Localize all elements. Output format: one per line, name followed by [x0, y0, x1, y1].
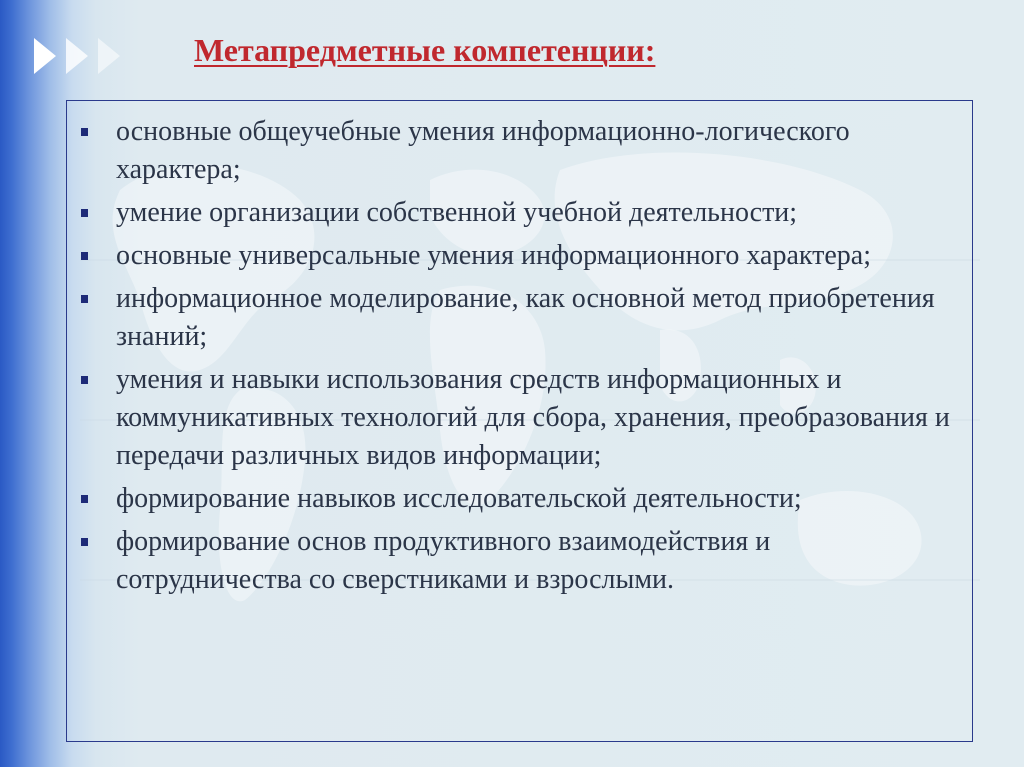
square-bullet-icon: [81, 209, 88, 217]
list-item: [77, 113, 957, 189]
square-bullet-icon: [81, 295, 88, 303]
square-bullet-icon: [81, 252, 88, 260]
list-item: [77, 523, 957, 599]
triple-chevron-icon: [30, 36, 130, 76]
list-item-text: формирование навыков исследовательской деятельности;: [116, 483, 802, 514]
list-item-text: информационное моделирование, как основной метод приобретения знаний;: [116, 283, 935, 352]
list-item: [77, 194, 957, 232]
list-item: [77, 361, 957, 475]
bullet-list: [77, 113, 957, 604]
square-bullet-icon: [81, 128, 88, 136]
square-bullet-icon: [81, 538, 88, 546]
list-item-text: умение организации собственной учебной деятельности;: [116, 197, 798, 228]
list-item-text: умения и навыки использования средств информационных и коммуникативных технологий для сбора, хранения, преобразования и передачи различных видов информации;: [116, 364, 950, 471]
content-frame: [66, 100, 973, 742]
square-bullet-icon: [81, 495, 88, 503]
list-item-text: основные универсальные умения информационного характера;: [116, 240, 872, 271]
list-item: [77, 480, 957, 518]
list-item: [77, 237, 957, 275]
list-item-text: формирование основ продуктивного взаимодействия и сотрудничества со сверстниками и взрослыми.: [116, 526, 771, 595]
slide-title: Метапредметные компетенции:: [194, 32, 656, 68]
list-item-text: основные общеучебные умения информационно-логического характера;: [116, 116, 850, 185]
list-item: [77, 280, 957, 356]
square-bullet-icon: [81, 376, 88, 384]
